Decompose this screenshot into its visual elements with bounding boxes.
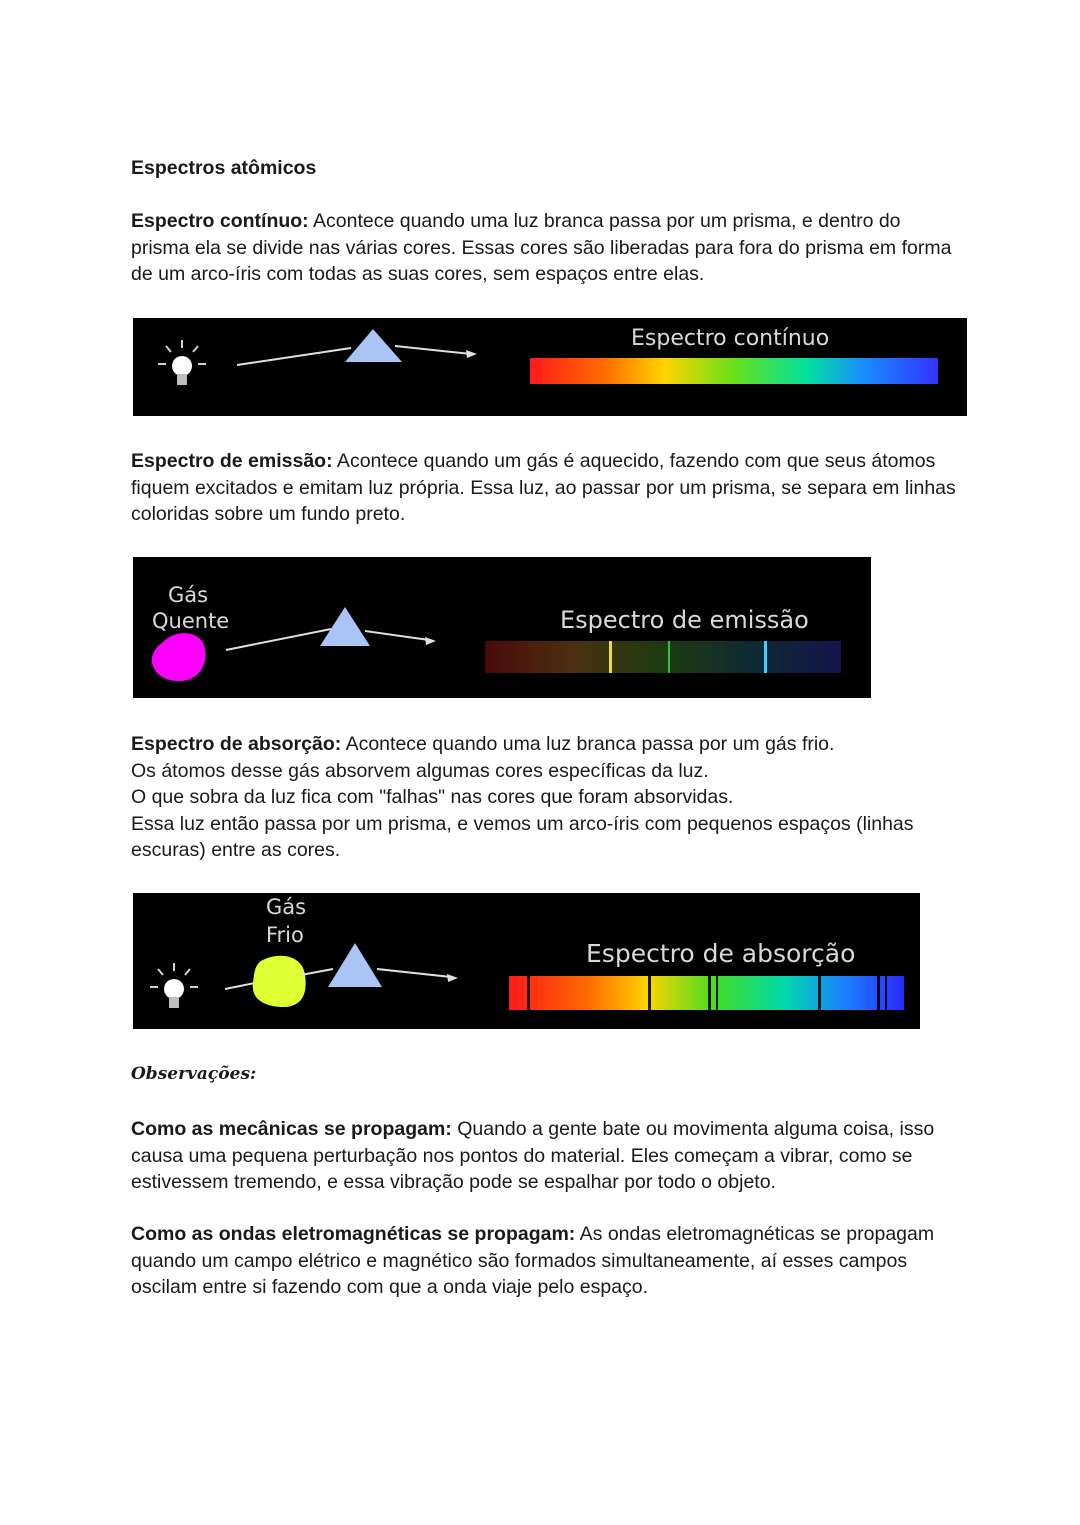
emission-spectrum-bar	[485, 641, 841, 673]
paragraph-mecanicas	[131, 1116, 951, 1196]
emission-line-yellow	[609, 641, 612, 673]
light-bulb-icon	[158, 340, 206, 385]
absorption-line	[877, 976, 880, 1010]
figure-label-emissao: Espectro de emissão	[560, 606, 809, 634]
page-title: Espectros atômicos	[131, 157, 317, 179]
figure-label-absorcao: Espectro de absorção	[586, 939, 856, 968]
continuous-spectrum-bar	[530, 358, 938, 384]
emission-line-green	[668, 641, 670, 673]
paragraph-espectro-absorcao	[131, 731, 961, 864]
arrow-head-icon	[425, 637, 436, 645]
prism-icon	[320, 607, 370, 646]
hot-gas-blob	[152, 633, 206, 681]
gas-label-frio-2: Frio	[266, 923, 304, 947]
text-absorcao-line-4: Essa luz então passa por um prisma, e vemos um arco-íris com pequenos espaços (linhas escuras) entre as cores.	[131, 812, 914, 861]
term-eletromagneticas: Como as ondas eletromagnéticas se propagam:	[131, 1223, 576, 1245]
absorption-spectrum-bar	[509, 976, 904, 1010]
gas-label-quente-1: Gás	[168, 583, 209, 607]
text-espectro-continuo: Acontece quando uma luz branca passa por um prisma, e dentro do prisma ela se divide nas várias cores. Essas cores são liberadas para fora do prisma em forma de um arco-íris com todas as suas cores, sem espaços entre elas.	[131, 210, 952, 285]
absorption-line	[527, 976, 530, 1010]
text-absorcao-line-3: O que sobra da luz fica com "falhas" nas cores que foram absorvidas.	[131, 786, 734, 808]
text-mecanicas: Quando a gente bate ou movimenta alguma coisa, isso causa uma pequena perturbação nos pontos do material. Eles começam a vibrar, como se estivessem tremendo, e essa vibração pode se espalhar por todo o objeto.	[131, 1118, 935, 1193]
text-espectro-emissao: Acontece quando um gás é aquecido, fazendo com que seus átomos fiquem excitados e emitam luz própria. Essa luz, ao passar por um prisma, se separa em linhas coloridas sobre um fundo preto.	[131, 450, 956, 525]
paragraph-eletromagneticas	[131, 1221, 951, 1301]
absorption-line	[716, 976, 718, 1010]
term-espectro-emissao: Espectro de emissão:	[131, 450, 333, 472]
absorption-line	[818, 976, 821, 1010]
light-bulb-icon	[150, 963, 198, 1008]
figure-espectro-absorcao	[133, 893, 920, 1029]
arrow-head-icon	[466, 350, 477, 358]
term-mecanicas: Como as mecânicas se propagam:	[131, 1118, 452, 1140]
term-espectro-absorcao: Espectro de absorção:	[131, 733, 342, 755]
prism-icon	[328, 943, 382, 987]
absorption-line	[885, 976, 887, 1010]
gas-label-frio-1: Gás	[266, 895, 307, 919]
absorption-line	[648, 976, 651, 1010]
absorption-line	[708, 976, 711, 1010]
incoming-light-ray	[237, 348, 351, 365]
arrow-head-icon	[447, 974, 458, 982]
text-eletromagneticas: As ondas eletromagnéticas se propagam quando um campo elétrico e magnético são formados simultaneamente, aí esses campos oscilam entre si fazendo com que a onda viaje pelo espaço.	[131, 1223, 935, 1298]
gas-label-quente-2: Quente	[152, 609, 230, 633]
figure-label-continuo: Espectro contínuo	[631, 326, 830, 351]
figure-espectro-continuo	[133, 318, 967, 416]
paragraph-espectro-emissao	[131, 448, 961, 528]
paragraph-espectro-continuo	[131, 208, 961, 288]
text-absorcao-line-1: Acontece quando uma luz branca passa por um gás frio.	[341, 733, 835, 755]
emission-line-cyan	[764, 641, 767, 673]
figure-espectro-emissao	[133, 557, 871, 698]
text-absorcao-line-2: Os átomos desse gás absorvem algumas cores específicas da luz.	[131, 759, 709, 782]
cold-gas-blob	[253, 956, 306, 1007]
observacoes-heading: Observações:	[131, 1064, 257, 1084]
prism-icon	[345, 329, 402, 362]
term-espectro-continuo: Espectro contínuo:	[131, 210, 309, 232]
